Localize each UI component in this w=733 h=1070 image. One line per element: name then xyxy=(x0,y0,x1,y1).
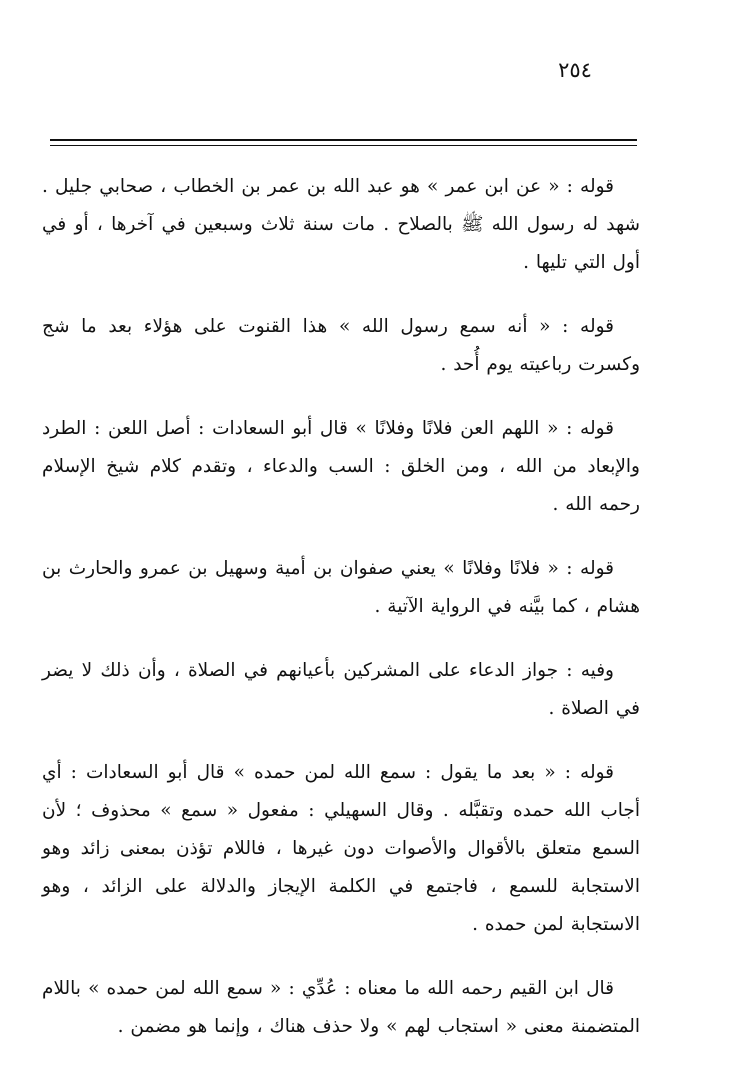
paragraph: قوله : « فلانًا وفلانًا » يعني صفوان بن أمية وسهيل بن عمرو والحارث بن هشام ، كما بيَّنه في الرواية الآتية . xyxy=(42,558,640,617)
header-rule-thin xyxy=(50,145,637,146)
page-number: ٢٥٤ xyxy=(558,58,592,82)
header-rule-thick xyxy=(50,139,637,141)
paragraph: قوله : « بعد ما يقول : سمع الله لمن حمده » قال أبو السعادات : أي أجاب الله حمده وتقبَّله . وقال السهيلي : مفعول « سمع » محذوف ؛ لأن السمع متعلق بالأقوال والأصوات دون غيرها ، فاللام تؤذن بمعنى زائد وهو الاستجابة للسمع ، فاجتمع في الكلمة الإيجاز والدلالة على الزائد ، وهو الاستجابة لمن حمده . xyxy=(42,762,640,935)
paragraph: قوله : « أنه سمع رسول الله » هذا القنوت على هؤلاء بعد ما شج وكسرت رباعيته يوم أُحد . xyxy=(42,316,640,375)
paragraph: قال ابن القيم رحمه الله ما معناه : عُدِّي : « سمع الله لمن حمده » باللام المتضمنة معنى « استجاب لهم » ولا حذف هناك ، وإنما هو مضمن . xyxy=(42,978,640,1037)
paragraph: قوله : « عن ابن عمر » هو عبد الله بن عمر بن الخطاب ، صحابي جليل . شهد له رسول الله ﷺ بالصلاح . مات سنة ثلاث وسبعين في آخرها ، أو في أول التي تليها . xyxy=(42,176,640,273)
paragraph: قوله : « اللهم العن فلانًا وفلانًا » قال أبو السعادات : أصل اللعن : الطرد والإبعاد من الله ، ومن الخلق : السب والدعاء ، وتقدم كلام شيخ الإسلام رحمه الله . xyxy=(42,418,640,515)
paragraph: وفيه : جواز الدعاء على المشركين بأعيانهم في الصلاة ، وأن ذلك لا يضر في الصلاة . xyxy=(42,660,640,719)
page-body xyxy=(42,168,640,1046)
